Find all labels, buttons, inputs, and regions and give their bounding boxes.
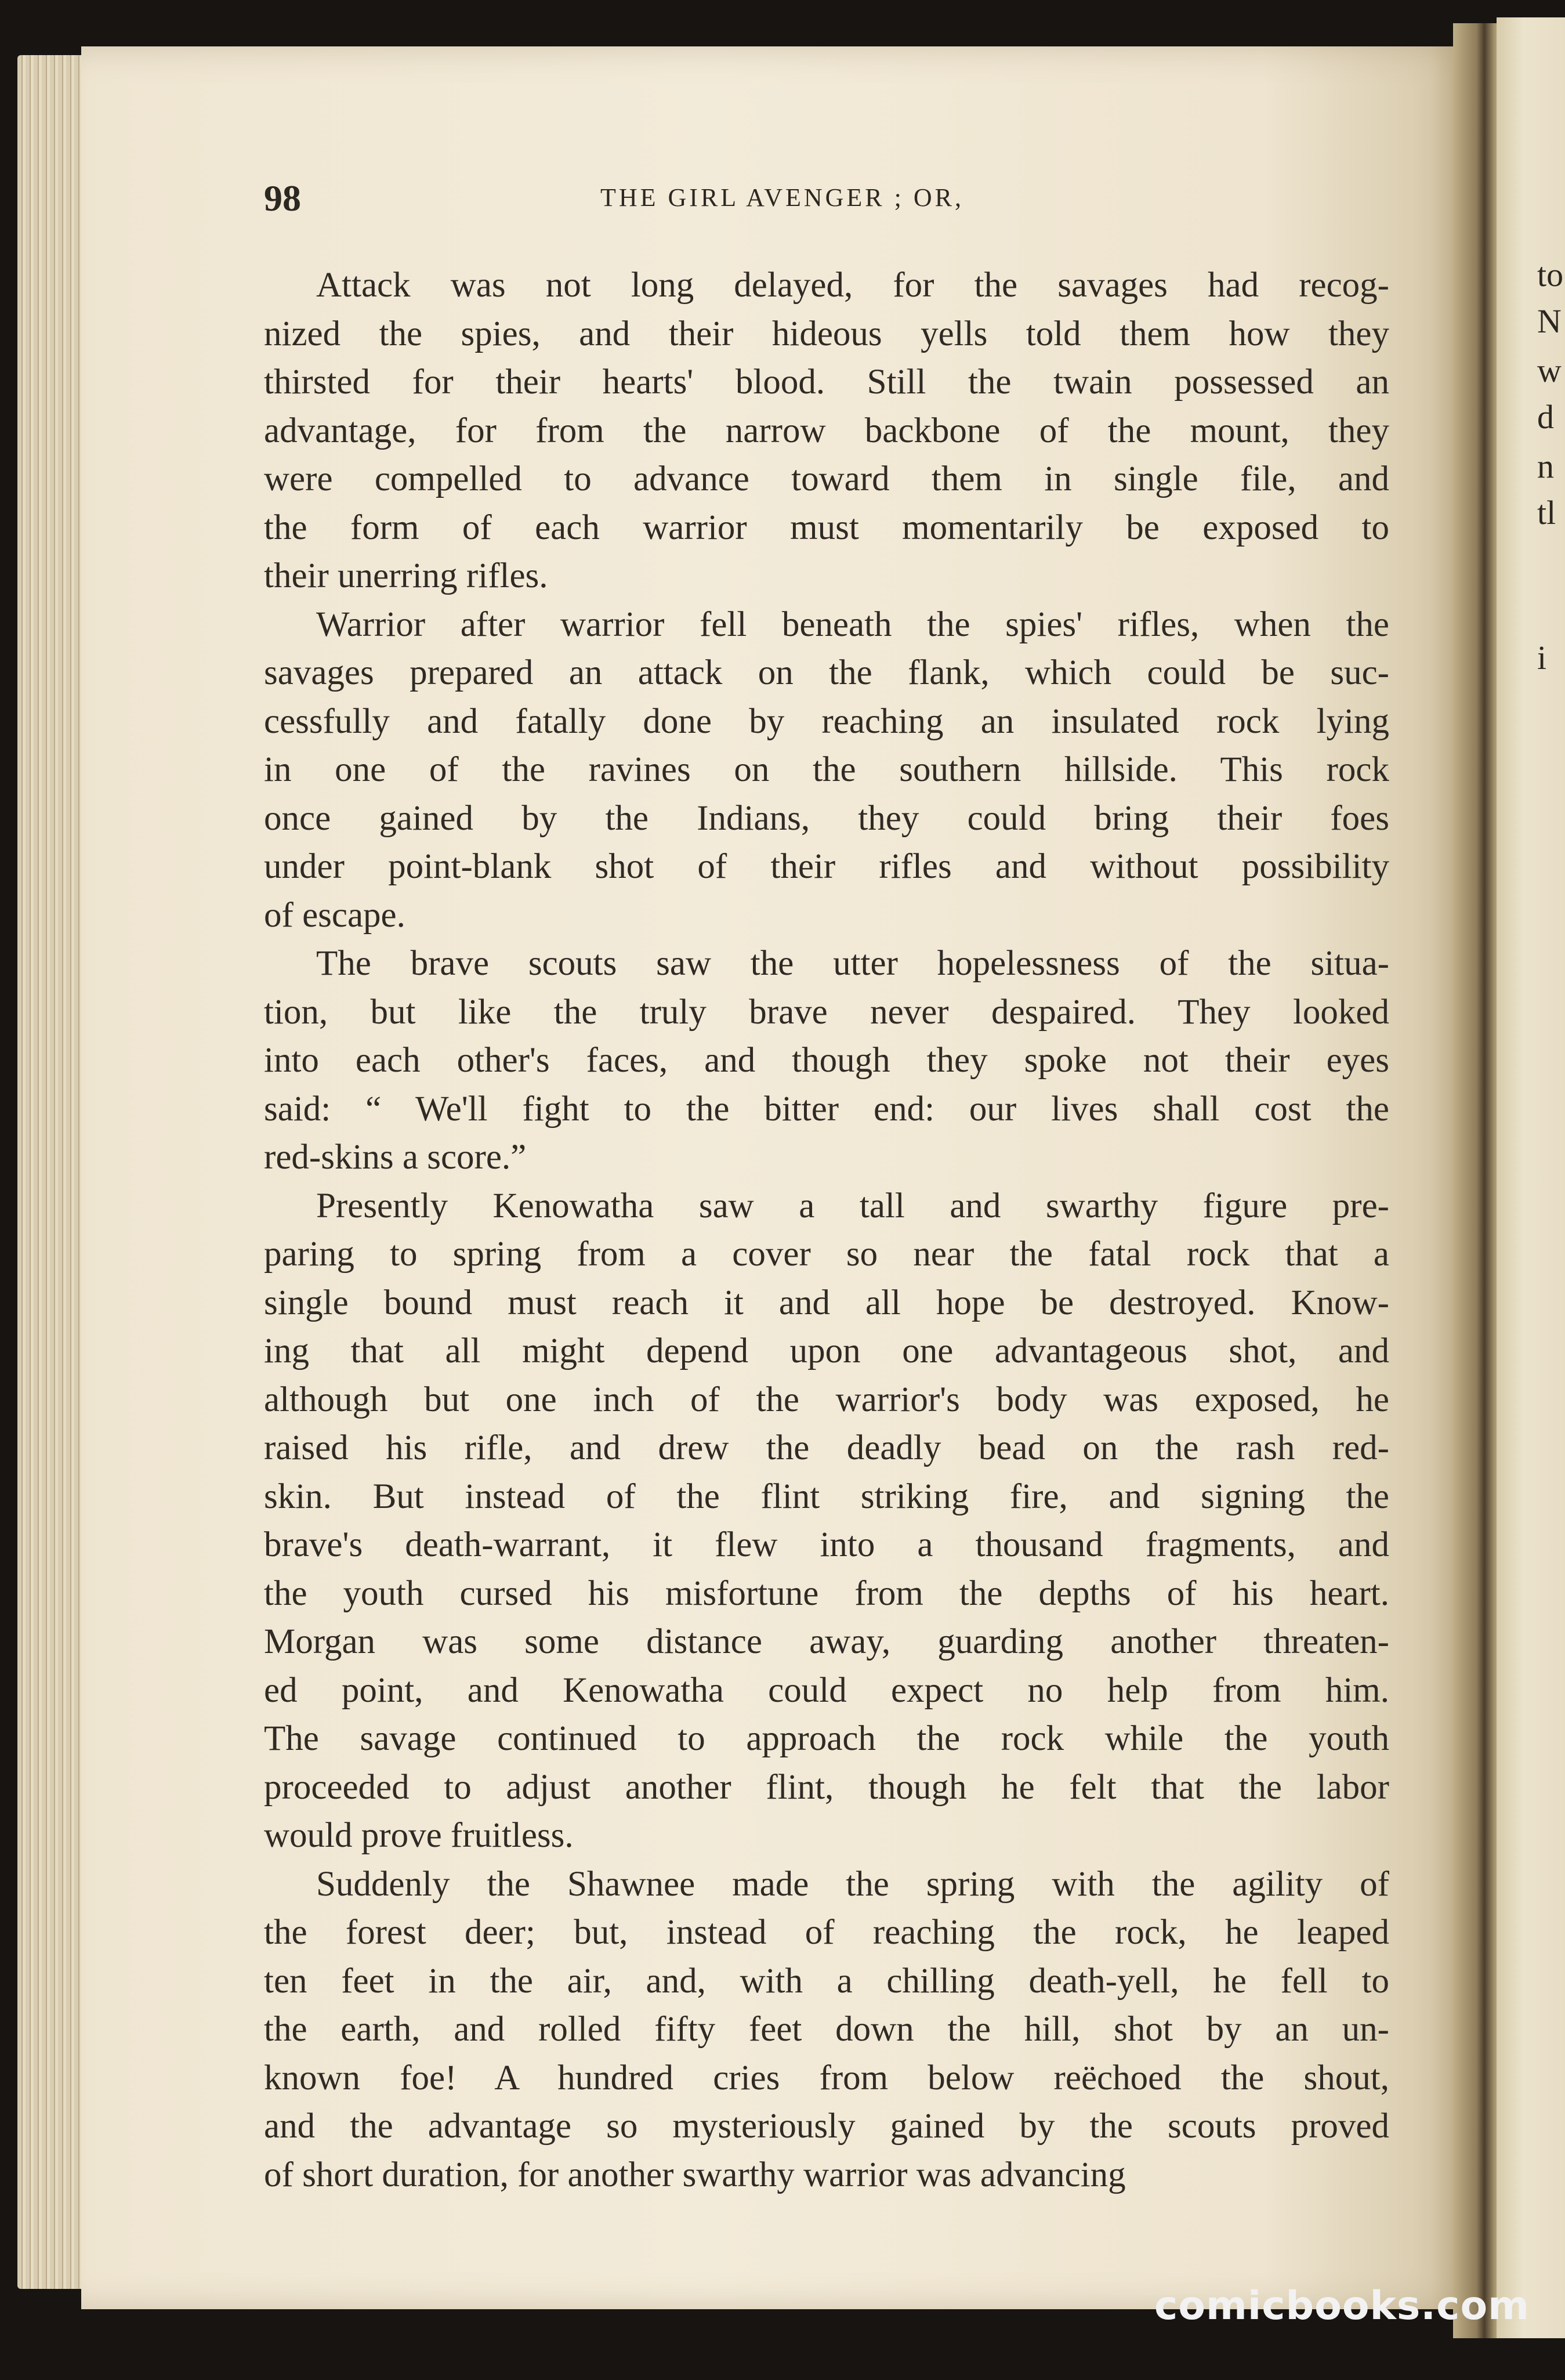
text-line: the youth cursed his misfortune from the depths of his heart. (264, 1574, 1389, 1613)
text-line: of escape. (264, 895, 405, 935)
body-text (264, 261, 1389, 2199)
text-line: thirsted for their hearts' blood. Still the twain possessed an (264, 363, 1389, 402)
facing-page-fragment: tl (1537, 494, 1556, 531)
text-line: proceeded to adjust another flint, though he felt that the labor (264, 1767, 1389, 1807)
text-line: Warrior after warrior fell beneath the spies' rifles, when the (316, 605, 1389, 644)
text-line: skin. But instead of the flint striking fire, and signing the (264, 1477, 1389, 1516)
text-line: would prove fruitless. (264, 1816, 574, 1855)
text-line: Presently Kenowatha saw a tall and swarthy figure pre- (316, 1186, 1389, 1225)
text-line: cessfully and fatally done by reaching an insulated rock lying (264, 701, 1389, 741)
text-line: Suddenly the Shawnee made the spring with the agility of (316, 1864, 1389, 1904)
text-line: of short duration, for another swarthy warrior was advancing (264, 2155, 1126, 2194)
text-line: The savage continued to approach the rock while the youth (264, 1719, 1389, 1758)
text-line: Morgan was some distance away, guarding another threaten- (264, 1622, 1389, 1661)
facing-page-fragment: n (1537, 447, 1554, 485)
facing-page (1497, 17, 1565, 2338)
text-line: raised his rifle, and drew the deadly bead on the rash red- (264, 1428, 1389, 1467)
text-line: were compelled to advance toward them in single file, and (264, 460, 1389, 498)
text-line: nized the spies, and their hideous yells told them how they (264, 314, 1389, 353)
facing-page-fragment: d (1537, 398, 1554, 436)
text-line: ed point, and Kenowatha could expect no help from him. (264, 1670, 1389, 1710)
facing-page-fragment: w (1537, 352, 1562, 389)
text-line: once gained by the Indians, they could bring their foes (264, 798, 1389, 838)
facing-page-fragment: to (1537, 256, 1564, 294)
text-line: single bound must reach it and all hope be destroyed. Know- (264, 1283, 1389, 1322)
text-line: under point-blank shot of their rifles and without possibility (264, 847, 1389, 886)
text-line: tion, but like the truly brave never despaired. They looked (264, 992, 1389, 1032)
paragraph (264, 1182, 1389, 1860)
text-line: their unerring rifles. (264, 556, 548, 595)
facing-page-fragment: N (1537, 302, 1562, 340)
text-line: advantage, for from the narrow backbone of the mount, they (264, 411, 1389, 450)
text-line: ten feet in the air, and, with a chilling death-yell, he fell to (264, 1961, 1389, 2001)
text-line: Attack was not long delayed, for the savages had recog- (316, 266, 1389, 305)
watermark: comicbooks.com (1154, 2283, 1530, 2329)
text-line: red-skins a score.” (264, 1138, 527, 1177)
paragraph (264, 601, 1389, 940)
text-line: although but one inch of the warrior's body was exposed, he (264, 1380, 1389, 1419)
running-title: THE GIRL AVENGER ; OR, (600, 183, 964, 212)
text-line: ing that all might depend upon one advantageous shot, and (264, 1332, 1389, 1370)
page-number: 98 (264, 178, 301, 219)
text-line: in one of the ravines on the southern hillside. This rock (264, 750, 1389, 789)
text-line: the earth, and rolled fifty feet down the hill, shot by an un- (264, 2010, 1389, 2049)
text-line: known foe! A hundred cries from below reëchoed the shout, (264, 2058, 1389, 2097)
text-line: and the advantage so mysteriously gained by the scouts proved (264, 2107, 1389, 2146)
text-line: savages prepared an attack on the flank, which could be suc- (264, 653, 1389, 692)
paragraph (264, 1860, 1389, 2200)
text-line: brave's death-warrant, it flew into a thousand fragments, and (264, 1525, 1389, 1564)
text-line: The brave scouts saw the utter hopelessness of the situa- (316, 944, 1389, 983)
paragraph (264, 939, 1389, 1182)
text-line: paring to spring from a cover so near the fatal rock that a (264, 1235, 1389, 1274)
text-line: into each other's faces, and though they spoke not their eyes (264, 1041, 1389, 1080)
facing-page-fragment: i (1537, 639, 1547, 677)
text-line: said: “ We'll fight to the bitter end: our lives shall cost the (264, 1089, 1389, 1128)
text-line: the form of each warrior must momentarily be exposed to (264, 508, 1389, 547)
paragraph (264, 261, 1389, 601)
running-head (264, 177, 1424, 223)
text-line: the forest deer; but, instead of reaching the rock, he leaped (264, 1913, 1389, 1952)
